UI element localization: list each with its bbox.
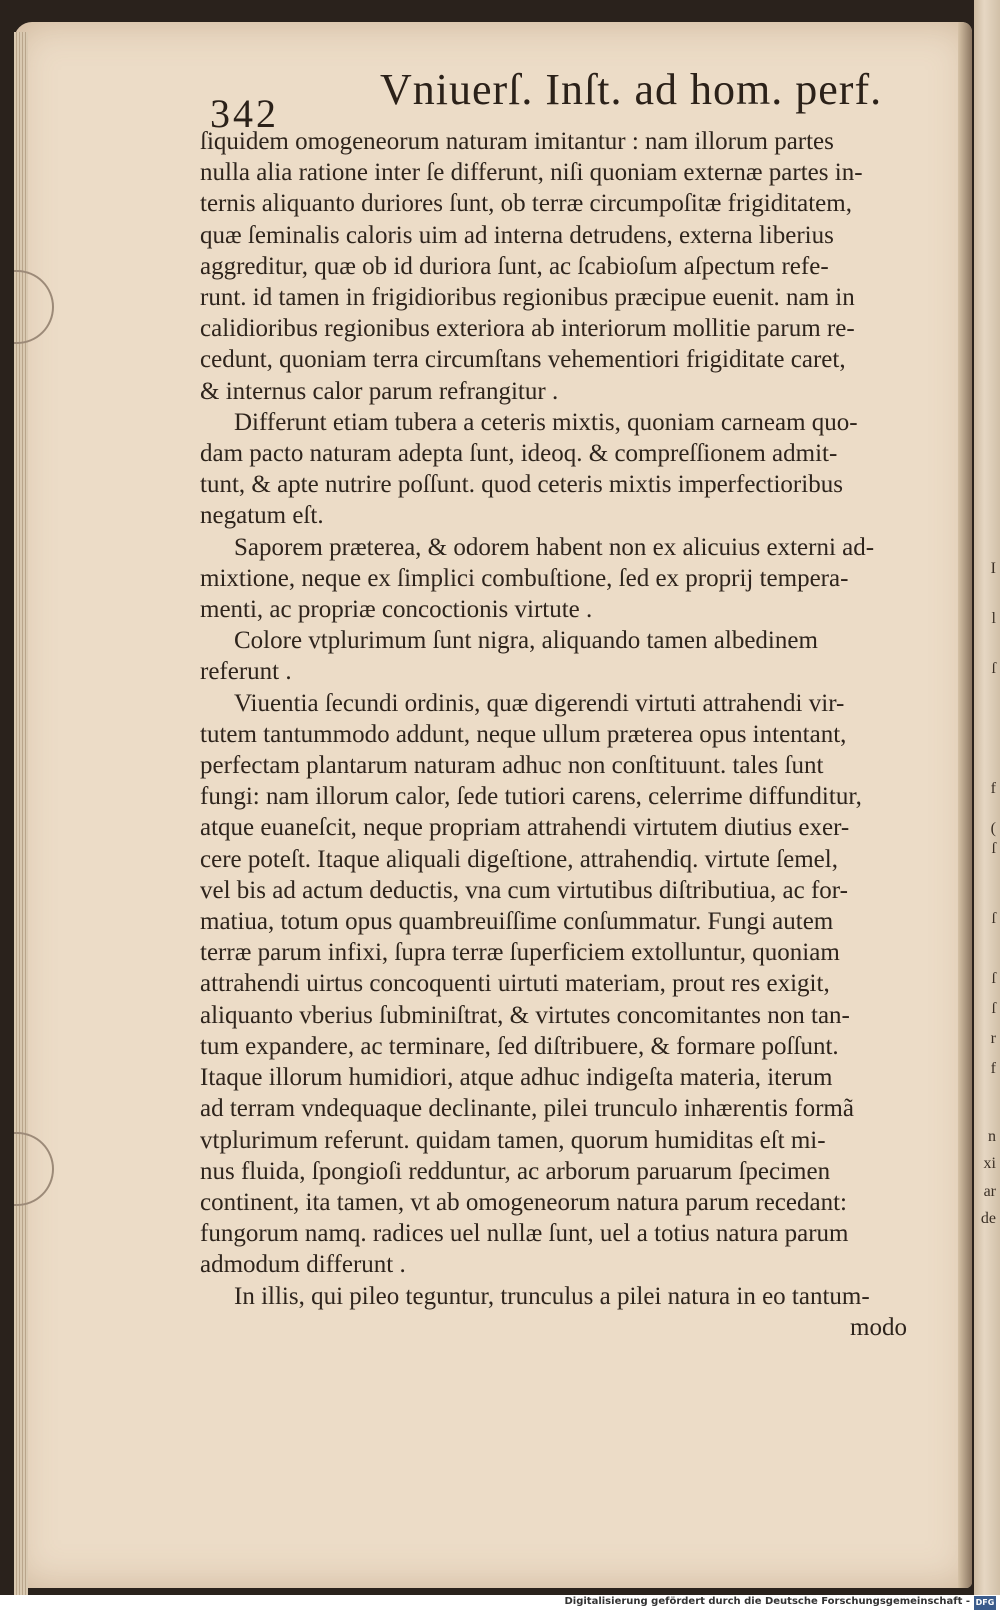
digitization-credit: Digitalisierung gefördert durch die Deutsche Forschungsgemeinschaft - — [564, 1596, 970, 1607]
margin-glyph: ( — [990, 820, 996, 837]
text-line: Viuentia ſecundi ordinis, quæ digerendi virtuti attrahendi vir- — [234, 689, 845, 717]
margin-glyph: I — [990, 560, 996, 577]
text-line: atque euaneſcit, neque propriam attrahendi virtutem diutius exer- — [200, 814, 850, 842]
text-line: terræ parum infixi, ſupra terræ ſuperficiem extolluntur, quoniam — [200, 939, 840, 967]
text-line: Itaque illorum humidiori, atque adhuc indigeſta materia, iterum — [200, 1064, 833, 1092]
text-line: Saporem præterea, & odorem habent non ex alicuius externi ad- — [234, 533, 875, 561]
text-line: mixtione, neque ex ſimplici combuſtione, ſed ex proprij tempera- — [200, 564, 849, 592]
page-gutter — [958, 22, 972, 1588]
text-line: fungi: nam illorum calor, ſede tutiori carens, celerrime diffunditur, — [200, 783, 862, 811]
text-line: ad terram vndequaque declinante, pilei trunculo inhærentis formã — [200, 1095, 854, 1123]
text-line: cere poteſt. Itaque aliquali digeſtione, attrahendiq. virtute ſemel, — [200, 845, 838, 873]
text-line: aliquanto vberius ſubminiſtrat, & virtutes concomitantes non tan- — [200, 1001, 850, 1029]
text-line: aggreditur, quæ ob id duriora ſunt, ac ſcabioſum aſpectum refe- — [200, 252, 829, 280]
margin-glyph: de — [980, 1210, 996, 1227]
margin-glyph: ſ — [991, 840, 996, 857]
margin-glyph: l — [991, 610, 996, 627]
margin-glyph: xi — [983, 1155, 996, 1172]
text-line: tum expandere, ac terminare, ſed diſtribuere, & formare poſſunt. — [200, 1032, 839, 1060]
binding-tie — [14, 1132, 54, 1206]
margin-glyph: n — [988, 1128, 996, 1145]
text-line: ternis aliquanto duriores ſunt, ob terræ circumpoſitæ frigiditatem, — [200, 190, 852, 218]
margin-glyph: ſ — [991, 970, 996, 987]
text-line: cedunt, quoniam terra circumſtans vehementiori frigiditate caret, — [200, 346, 846, 374]
text-line: menti, ac propriæ concoctionis virtute . — [200, 596, 593, 624]
facing-page-strip — [974, 0, 1000, 1595]
text-line: matiua, totum opus quambreuiſſime conſummatur. Fungi autem — [200, 908, 834, 936]
dfg-logo: DFG — [974, 1596, 996, 1610]
text-line: attrahendi uirtus concoquenti uirtuti materiam, prout res exigit, — [200, 970, 830, 998]
text-line: tunt, & apte nutrire poſſunt. quod ceteris mixtis imperfectioribus — [200, 471, 843, 499]
text-line: runt. id tamen in frigidioribus regionibus præcipue euenit. nam in — [200, 284, 855, 312]
footer-bar — [0, 1595, 1000, 1613]
text-line: tutem tantummodo addunt, neque ullum præterea opus intentant, — [200, 720, 847, 748]
text-line: & internus calor parum refrangitur . — [200, 377, 559, 405]
text-line: nulla alia ratione inter ſe differunt, niſi quoniam externæ partes in- — [200, 159, 863, 187]
margin-glyph: ſ — [991, 660, 996, 677]
text-line: ſiquidem omogeneorum naturam imitantur : nam illorum partes — [200, 128, 834, 155]
page-number: 342 — [210, 91, 279, 136]
body-text — [200, 126, 935, 1343]
running-title: Vniuerſ. Inſt. ad hom. perf. — [380, 65, 883, 114]
text-line: perfectam plantarum naturam adhuc non conſtituunt. tales ſunt — [200, 752, 824, 780]
text-line: vel bis ad actum deductis, vna cum virtutibus diſtributiua, ac for- — [200, 876, 848, 904]
margin-glyph: r — [990, 1030, 996, 1047]
margin-glyph: f — [990, 780, 996, 797]
text-line: continent, ita tamen, vt ab omogeneorum natura parum recedant: — [200, 1188, 847, 1216]
binding-tie — [14, 270, 54, 344]
text-line: Differunt etiam tubera a ceteris mixtis, quoniam carneam quo- — [234, 408, 858, 436]
text-line: Colore vtplurimum ſunt nigra, aliquando tamen albedinem — [234, 627, 818, 655]
margin-glyph: ſ — [991, 910, 996, 927]
text-line: admodum differunt . — [200, 1251, 406, 1279]
text-line: In illis, qui pileo teguntur, trunculus a pilei natura in eo tantum- — [234, 1282, 870, 1310]
margin-glyph: ar — [983, 1183, 996, 1200]
text-line: fungorum namq. radices uel nullæ ſunt, uel a totius natura parum — [200, 1220, 849, 1248]
text-line: dam pacto naturam adepta ſunt, ideoq. & compreſſionem admit- — [200, 440, 838, 468]
text-line: vtplurimum referunt. quidam tamen, quorum humiditas eſt mi- — [200, 1126, 826, 1154]
margin-glyph: ſ — [991, 1000, 996, 1017]
text-line: quæ ſeminalis caloris uim ad interna detrudens, externa liberius — [200, 221, 834, 249]
text-line: negatum eſt. — [200, 502, 324, 530]
catchword: modo — [850, 1313, 907, 1341]
text-line: referunt . — [200, 658, 292, 686]
text-line: calidioribus regionibus exteriora ab interiorum mollitie parum re- — [200, 315, 855, 343]
text-line: nus fluida, ſpongioſi redduntur, ac arborum paruarum ſpecimen — [200, 1157, 831, 1185]
page-edge-stack — [14, 32, 28, 1595]
margin-glyph: f — [990, 1060, 996, 1077]
